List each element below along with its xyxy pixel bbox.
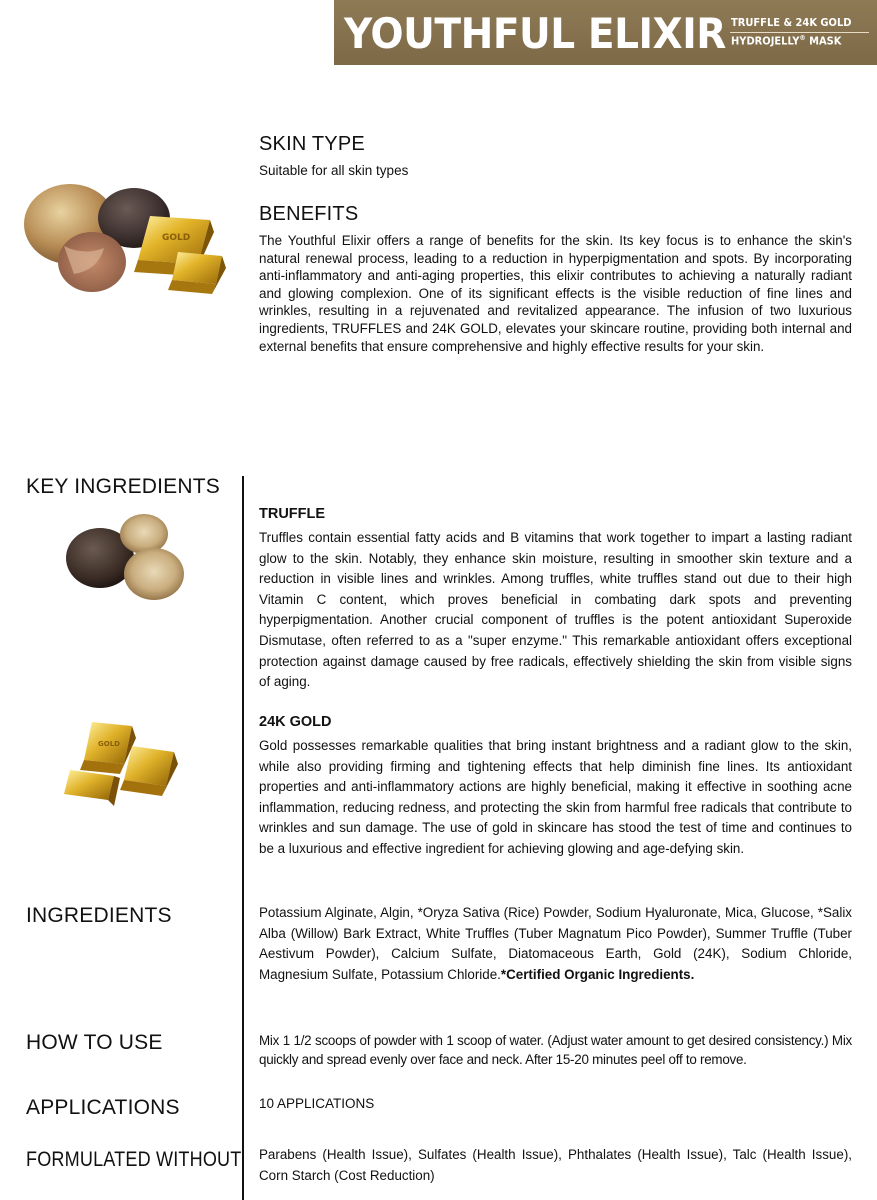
product-subtitle-line1: TRUFFLE & 24K GOLD [731,16,852,29]
section-divider-line [242,476,244,1200]
truffle-text: Truffles contain essential fatty acids and B vitamins that work together to impart a lasting radiant glow to the skin. Notably, they enhance skin moisture, resulting in smoother skin texture and a reduction in visible lines and wrinkles. Among truffles, white truffles stand out due to their high Vitamin C content, which proves beneficial in combating dark spots and preventing hyperpigmentation. Another crucial component of truffles is the potent antioxidant Superoxide Dismutase, often referred to as a "super enzyme." This remarkable antioxidant offers exceptional protection against damage caused by free radicals, effectively shielding the skin from visible signs of aging. [259,530,852,690]
benefits-heading: BENEFITS [259,203,359,225]
banner-divider [730,32,869,33]
ingredients-text [259,903,852,985]
gold-heading: 24K GOLD [259,714,332,730]
skin-type-heading: SKIN TYPE [259,133,365,155]
bar-engraving-label: GOLD [162,233,191,243]
truffle-heading: TRUFFLE [259,506,326,522]
registered-mark: ® [799,34,806,42]
subtitle-line2-a: HYDROJELLY [731,34,800,48]
ingredients-list: Potassium Alginate, Algin, *Oryza Sativa (Rice) Powder, Sodium Hyaluronate, Mica, Glucose, *Salix Alba (Willow) Bark Extract, White Truffles (Tuber Magnatum Pico Powder), Summer Truffle (Tuber Aestivum Powder), Calcium Sulfate, Diatomaceous Earth, Gold (24K), Sodium Chloride, Magnesium Sulfate, Potassium Chloride. [259,905,852,982]
key-ingredients-heading: KEY INGREDIENTS [26,475,220,498]
product-subtitle-line2 [731,34,841,48]
subtitle-line2-b: MASK [805,34,842,48]
how-to-use-heading: HOW TO USE [26,1031,163,1054]
organic-note: *Certified Organic Ingredients. [500,966,695,982]
gold-bars-image [62,716,190,808]
skin-type-text: Suitable for all skin types [259,163,409,178]
header-banner [334,0,877,65]
applications-heading: APPLICATIONS [26,1096,180,1119]
gold-text: Gold possesses remarkable qualities that bring instant brightness and a radiant glow to the skin, while also providing firming and tightening effects that help diminish fine lines. Its antioxidant properties and anti-inflammatory actions are highly beneficial, making it effective in soothing acne inflammation, reducing redness, and protecting the skin from harmful free radicals that contribute to wrinkles and sun damage. The use of gold in skincare has stood the test of time and continues to be a luxurious and effective ingredient for achieving glowing and age-defying skin. [259,738,852,856]
truffle-image [62,510,190,602]
product-title: YOUTHFUL ELIXIR [344,9,726,58]
applications-text: 10 APPLICATIONS [259,1096,375,1111]
truffle-and-gold-bars-image [22,176,232,298]
ingredients-heading: INGREDIENTS [26,904,172,927]
formulated-without-heading: FORMULATED WITHOUT [26,1148,242,1171]
benefits-text: The Youthful Elixir offers a range of benefits for the skin. Its key focus is to enhance the skin's natural renewal process, leading to a reduction in hyperpigmentation and spots. By incorporating anti-inflammatory and anti-aging properties, this elixir contributes to achieving a naturally radiant and glowing complexion. One of its significant effects is the visible reduction of fine lines and wrinkles, resulting in a rejuvenated and revitalized appearance. The infusion of two luxurious ingredients, TRUFFLES and 24K GOLD, elevates your skincare routine, providing both internal and external benefits that ensure comprehensive and highly effective results for your skin. [259,233,852,354]
formulated-without-text: Parabens (Health Issue), Sulfates (Health Issue), Phthalates (Health Issue), Talc (Health Issue), Corn Starch (Cost Reduction) [259,1147,852,1183]
how-to-use-text: Mix 1 1/2 scoops of powder with 1 scoop of water. (Adjust water amount to get desired consistency.) Mix quickly and spread evenly over face and neck. After 15-20 minutes peel off to remove. [259,1033,852,1067]
gold-bar-engraving: GOLD [98,740,120,748]
